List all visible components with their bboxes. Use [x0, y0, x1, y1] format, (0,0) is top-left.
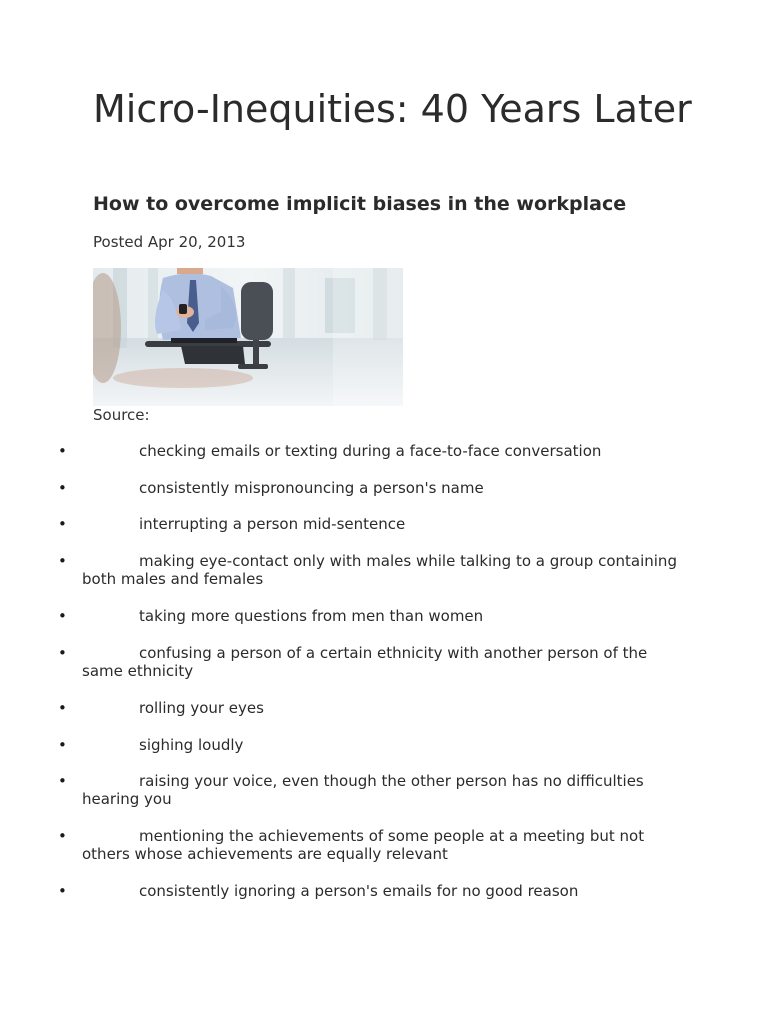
bullet-icon: •	[58, 736, 67, 754]
article-subtitle: How to overcome implicit biases in the workplace	[93, 193, 627, 215]
bullet-icon: •	[58, 552, 67, 570]
article-title: Micro-Inequities: 40 Years Later	[93, 87, 692, 131]
bullet-icon: •	[58, 515, 67, 533]
list-item-text: making eye-contact only with males while talking to a group containing both males and females	[82, 552, 677, 588]
article-photo	[93, 268, 403, 406]
bullet-icon: •	[58, 607, 67, 625]
bullet-icon: •	[58, 644, 67, 662]
list-item-text: checking emails or texting during a face-to-face conversation	[139, 442, 602, 460]
list-item	[58, 515, 692, 533]
list-item-text: consistently mispronouncing a person's name	[139, 479, 484, 497]
bullet-icon: •	[58, 442, 67, 460]
list-item	[58, 736, 692, 754]
list-item	[58, 827, 692, 863]
list-item	[58, 644, 692, 680]
bullet-icon: •	[58, 479, 67, 497]
list-item	[58, 699, 692, 717]
list-item-text: consistently ignoring a person's emails for no good reason	[139, 882, 579, 900]
bullet-icon: •	[58, 882, 67, 900]
bullet-icon: •	[58, 827, 67, 845]
list-item-text: sighing loudly	[139, 736, 244, 754]
list-item-text: raising your voice, even though the other person has no difficulties hearing you	[82, 772, 644, 808]
list-item-text: taking more questions from men than women	[139, 607, 484, 625]
list-item	[58, 479, 692, 497]
list-item-text: interrupting a person mid-sentence	[139, 515, 406, 533]
list-item	[58, 552, 692, 588]
list-item	[58, 772, 692, 808]
list-item-text: rolling your eyes	[139, 699, 264, 717]
photo-businessman-texting-icon	[93, 268, 403, 406]
list-item-text: confusing a person of a certain ethnicity with another person of the same ethnicity	[82, 644, 648, 680]
bullet-icon: •	[58, 772, 67, 790]
list-item	[58, 607, 692, 625]
list-item-text: mentioning the achievements of some people at a meeting but not others whose achievements are equally relevant	[82, 827, 645, 863]
list-item	[58, 882, 692, 900]
bullet-icon: •	[58, 699, 67, 717]
list-item	[58, 442, 692, 460]
image-source-label: Source:	[93, 406, 150, 424]
posted-date: Posted Apr 20, 2013	[93, 233, 246, 251]
